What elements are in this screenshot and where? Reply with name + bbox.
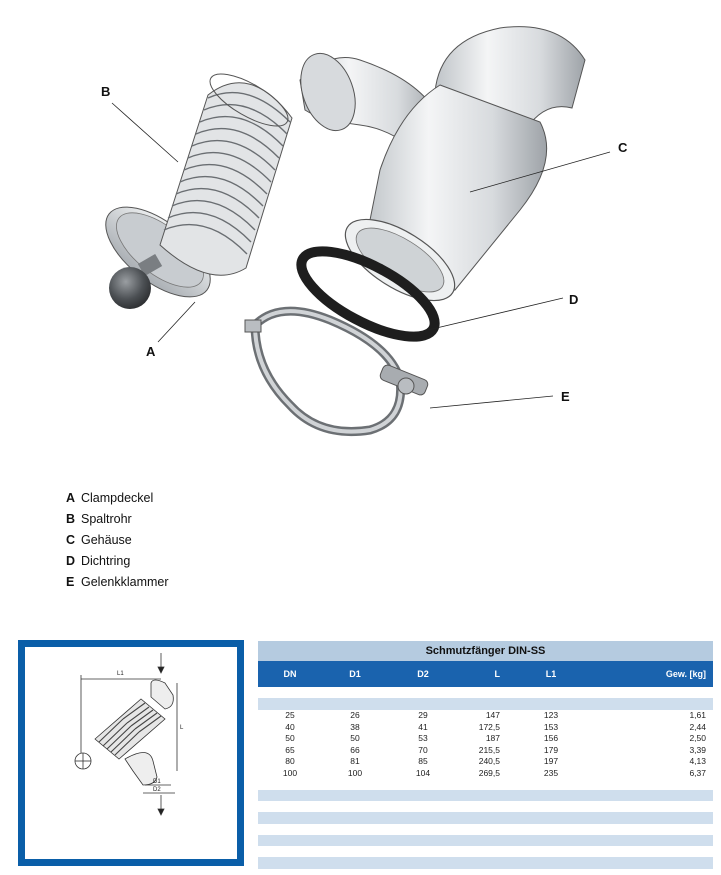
callout-c: C xyxy=(618,140,628,155)
table-cell: 1,61 xyxy=(689,710,706,721)
label-l1: L1 xyxy=(117,671,124,677)
table-cell: 85 xyxy=(418,756,428,767)
legend-item xyxy=(66,551,169,572)
table-cell: 81 xyxy=(350,756,360,767)
table-cell: 179 xyxy=(543,744,559,755)
table-band xyxy=(258,857,713,869)
spec-table xyxy=(258,641,713,869)
table-body xyxy=(258,710,713,779)
table-header-cell: L1 xyxy=(545,669,557,679)
dimension-drawing-frame xyxy=(18,640,244,866)
table-row xyxy=(258,721,713,733)
legend-label: Spaltrohr xyxy=(81,512,132,526)
legend-label: Dichtring xyxy=(81,554,131,568)
table-cell: 65 xyxy=(285,744,295,755)
legend-letter: E xyxy=(66,575,75,589)
legend-label: Clampdeckel xyxy=(81,491,154,505)
table-row xyxy=(258,767,713,779)
screen-tube-part xyxy=(160,64,295,275)
legend-letter: B xyxy=(66,512,76,526)
table-cell: 100 xyxy=(347,767,363,778)
table-row xyxy=(258,733,713,745)
parts-legend xyxy=(66,488,169,593)
table-cell: 41 xyxy=(418,721,428,732)
table-cell: 123 xyxy=(543,710,559,721)
table-band xyxy=(258,835,713,847)
table-header-cell: D1 xyxy=(349,669,361,679)
table-header-cell: D2 xyxy=(417,669,429,679)
table-cell: 2,44 xyxy=(689,721,706,732)
callout-a: A xyxy=(146,344,156,359)
table-cell: 26 xyxy=(350,710,360,721)
table-cell: 197 xyxy=(543,756,559,767)
table-cell: 4,13 xyxy=(689,756,706,767)
table-title: Schmutzfänger DIN-SS xyxy=(258,641,713,661)
legend-letter: D xyxy=(66,554,76,568)
table-cell: 100 xyxy=(282,767,298,778)
legend-letter: A xyxy=(66,491,76,505)
table-cell: 29 xyxy=(418,710,428,721)
callout-e: E xyxy=(561,389,570,404)
table-cell: 50 xyxy=(350,733,360,744)
table-cell: 235 xyxy=(543,767,559,778)
table-cell: 40 xyxy=(285,721,295,732)
table-cell: 104 xyxy=(415,767,431,778)
legend-letter: C xyxy=(66,533,76,547)
label-d2: D2 xyxy=(153,787,161,793)
table-row xyxy=(258,710,713,722)
table-cell: 172,5 xyxy=(478,721,500,732)
table-cell: 53 xyxy=(418,733,428,744)
legend-label: Gehäuse xyxy=(81,533,132,547)
hinge-clamp-part xyxy=(245,311,429,431)
table-cell: 50 xyxy=(285,733,295,744)
table-band xyxy=(258,698,713,710)
table-header-cell: L xyxy=(494,669,500,679)
legend-label: Gelenkklammer xyxy=(81,575,169,589)
table-header-cell: DN xyxy=(283,669,297,679)
table-cell: 153 xyxy=(543,721,559,732)
table-cell: 215,5 xyxy=(478,744,500,755)
table-row xyxy=(258,744,713,756)
table-cell: 240,5 xyxy=(478,756,500,767)
table-cell: 156 xyxy=(543,733,559,744)
table-cell: 2,50 xyxy=(689,733,706,744)
callout-b: B xyxy=(101,84,111,99)
legend-item xyxy=(66,488,169,509)
table-cell: 80 xyxy=(285,756,295,767)
label-l: L xyxy=(180,725,184,731)
dimension-drawing xyxy=(25,647,237,859)
table-cell: 66 xyxy=(350,744,360,755)
legend-item xyxy=(66,572,169,593)
legend-item xyxy=(66,530,169,551)
label-d1: D1 xyxy=(153,779,161,785)
table-cell: 25 xyxy=(285,710,295,721)
table-cell: 3,39 xyxy=(689,744,706,755)
table-cell: 147 xyxy=(485,710,500,721)
callout-d: D xyxy=(569,292,579,307)
table-cell: 6,37 xyxy=(689,767,706,778)
table-header-cell: Gew. [kg] xyxy=(665,669,706,679)
table-cell: 269,5 xyxy=(478,767,500,778)
table-row xyxy=(258,756,713,768)
table-band xyxy=(258,812,713,824)
table-cell: 70 xyxy=(418,744,428,755)
table-header xyxy=(258,661,713,687)
table-cell: 38 xyxy=(350,721,360,732)
legend-item xyxy=(66,509,169,530)
table-cell: 187 xyxy=(485,733,500,744)
table-band xyxy=(258,790,713,802)
